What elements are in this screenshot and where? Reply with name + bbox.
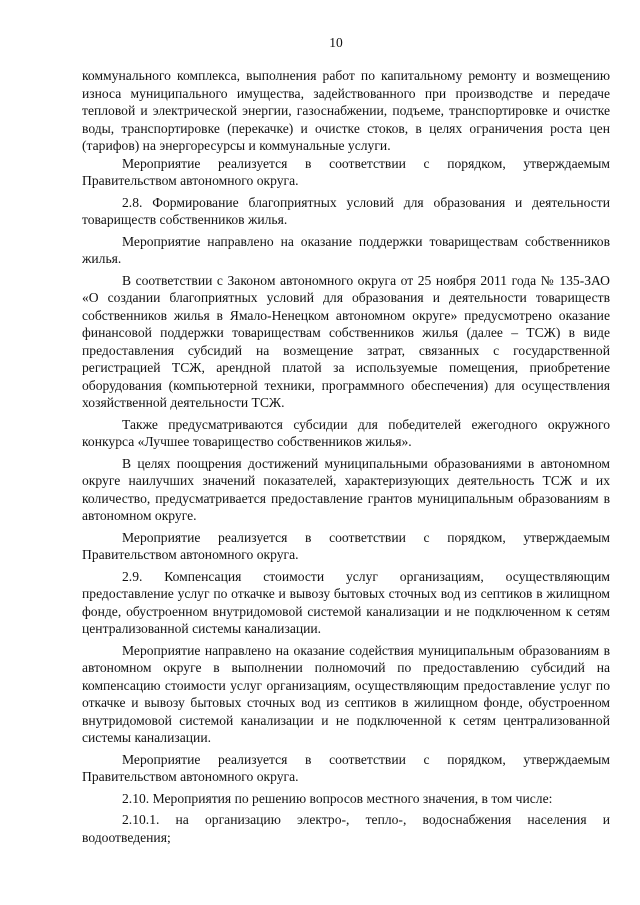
paragraph-2-10-1: 2.10.1. на организацию электро-, тепло-, водоснабжения населения и водоотведения; <box>82 812 610 845</box>
paragraph-implementation-order-2: Мероприятие реализуется в соответствии с порядком, утверждаемым Правительством автономного округа. <box>82 529 610 562</box>
paragraph-2-8-contest: Также предусматриваются субсидии для победителей ежегодного окружного конкурса «Лучшее товарищество собственников жилья». <box>82 416 610 449</box>
page-number: 10 <box>329 35 343 50</box>
paragraph-implementation-order-1: Мероприятие реализуется в соответствии с порядком, утверждаемым Правительством автономного округа. <box>82 155 610 188</box>
section-heading-2-8: 2.8. Формирование благоприятных условий для образования и деятельности товариществ собственников жилья. <box>82 194 610 227</box>
paragraph-2-8-grants: В целях поощрения достижений муниципальными образованиями в автономном округе наилучших значений показателей, характеризующих деятельность ТСЖ и их количество, предусматривается предоставление грантов муниципальным образованиям в автономном округе. <box>82 455 610 523</box>
paragraph-2-8-law: В соответствии с Законом автономного округа от 25 ноября 2011 года № 135-ЗАО «О создании благоприятных условий для образования и деятельности товариществ собственников жилья в Ямало-Ненецком автономном округе» предусмотрено оказание финансовой поддержки товариществам собственников жилья (далее – ТСЖ) в виде предоставления субсидий на возмещение затрат, связанных с государственной регистрацией ТСЖ, арендной платой за используемые помещения, приобретение оборудования (компьютерной техники, программного обеспечения) для осуществления хозяйственной деятельности ТСЖ. <box>82 272 610 410</box>
section-heading-2-10: 2.10. Мероприятия по решению вопросов местного значения, в том числе: <box>122 790 553 806</box>
paragraph-2-8-purpose: Мероприятие направлено на оказание поддержки товариществам собственников жилья. <box>82 233 610 266</box>
paragraph-continuation: коммунального комплекса, выполнения работ по капитальному ремонту и возмещению износа муниципального имущества, задействованного при производстве и передаче тепловой и электрической энергии, газоснабжении, подъеме, транспортировке и очистке воды, транспортировке (перекачке) и очистке стоков, в целях ограничения роста цен (тарифов) на энергоресурсы и коммунальные услуги. <box>82 68 610 153</box>
paragraph-implementation-order-3: Мероприятие реализуется в соответствии с порядком, утверждаемым Правительством автономного округа. <box>82 751 610 784</box>
section-heading-2-9: 2.9. Компенсация стоимости услуг организациям, осуществляющим предоставление услуг по откачке и вывозу бытовых сточных вод из септиков в жилищном фонде, обустроенном внутридомовой системой канализации и не подключенном к сетям централизованной системы канализации. <box>82 568 610 636</box>
paragraph-2-9-purpose: Мероприятие направлено на оказание содействия муниципальным образованиям в автономном округе в выполнении полномочий по предоставлению субсидий на компенсацию стоимости услуг организациям, осуществляющим предоставление услуг по откачке и вывозу бытовых сточных вод из септиков в жилищном фонде, обустроенном внутридомовой системой канализации и не подключенной к сетям централизованной системы канализации. <box>82 642 610 745</box>
